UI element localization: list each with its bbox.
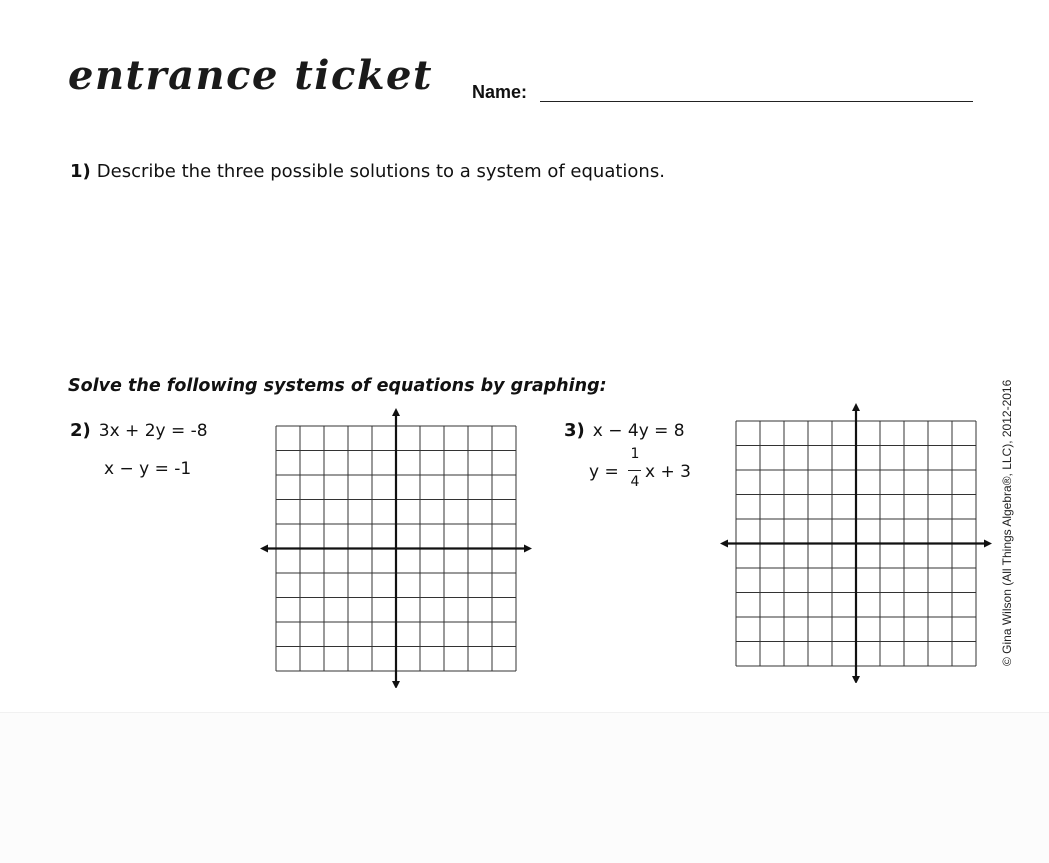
- question-1: [70, 161, 665, 182]
- page-bottom-margin: [0, 712, 1049, 863]
- fraction-bar: [628, 470, 641, 471]
- question-3-eq2-left: y =: [589, 462, 619, 482]
- name-label: Name:: [472, 82, 528, 102]
- question-3-equation-1: [564, 420, 685, 441]
- question-3-eq1-text: x − 4y = 8: [592, 421, 685, 441]
- name-blank-line[interactable]: [540, 101, 973, 102]
- coordinate-grid-question-3[interactable]: [718, 403, 994, 683]
- y-axis-down-arrow: [852, 676, 860, 683]
- question-2-eq1-text: 3x + 2y = -8: [98, 421, 208, 441]
- fraction-denominator: 4: [630, 474, 640, 490]
- worksheet-title: entrance ticket: [68, 52, 433, 99]
- question-2-equation-2: x − y = -1: [104, 459, 192, 479]
- y-axis-up-arrow: [392, 408, 400, 416]
- graphing-instructions: Solve the following systems of equations by graphing:: [68, 376, 607, 396]
- coordinate-grid-question-2[interactable]: [258, 408, 534, 688]
- question-2-number: 2): [70, 420, 91, 441]
- question-2-equation-1: [70, 420, 208, 441]
- fraction-numerator: 1: [630, 446, 640, 462]
- x-axis-left-arrow: [260, 545, 268, 553]
- question-1-number: 1): [70, 161, 91, 182]
- x-axis-left-arrow: [720, 540, 728, 548]
- copyright-container: [1000, 366, 1018, 666]
- copyright-notice: © Gina Wilson (All Things Algebra®, LLC), 2012-2016: [1000, 379, 1014, 666]
- x-axis-right-arrow: [524, 545, 532, 553]
- y-axis-up-arrow: [852, 403, 860, 411]
- question-3-number: 3): [564, 420, 585, 441]
- question-3-eq2-right: x + 3: [645, 462, 691, 482]
- y-axis-down-arrow: [392, 681, 400, 688]
- x-axis-right-arrow: [984, 540, 992, 548]
- question-1-text: Describe the three possible solutions to a system of equations.: [96, 161, 665, 182]
